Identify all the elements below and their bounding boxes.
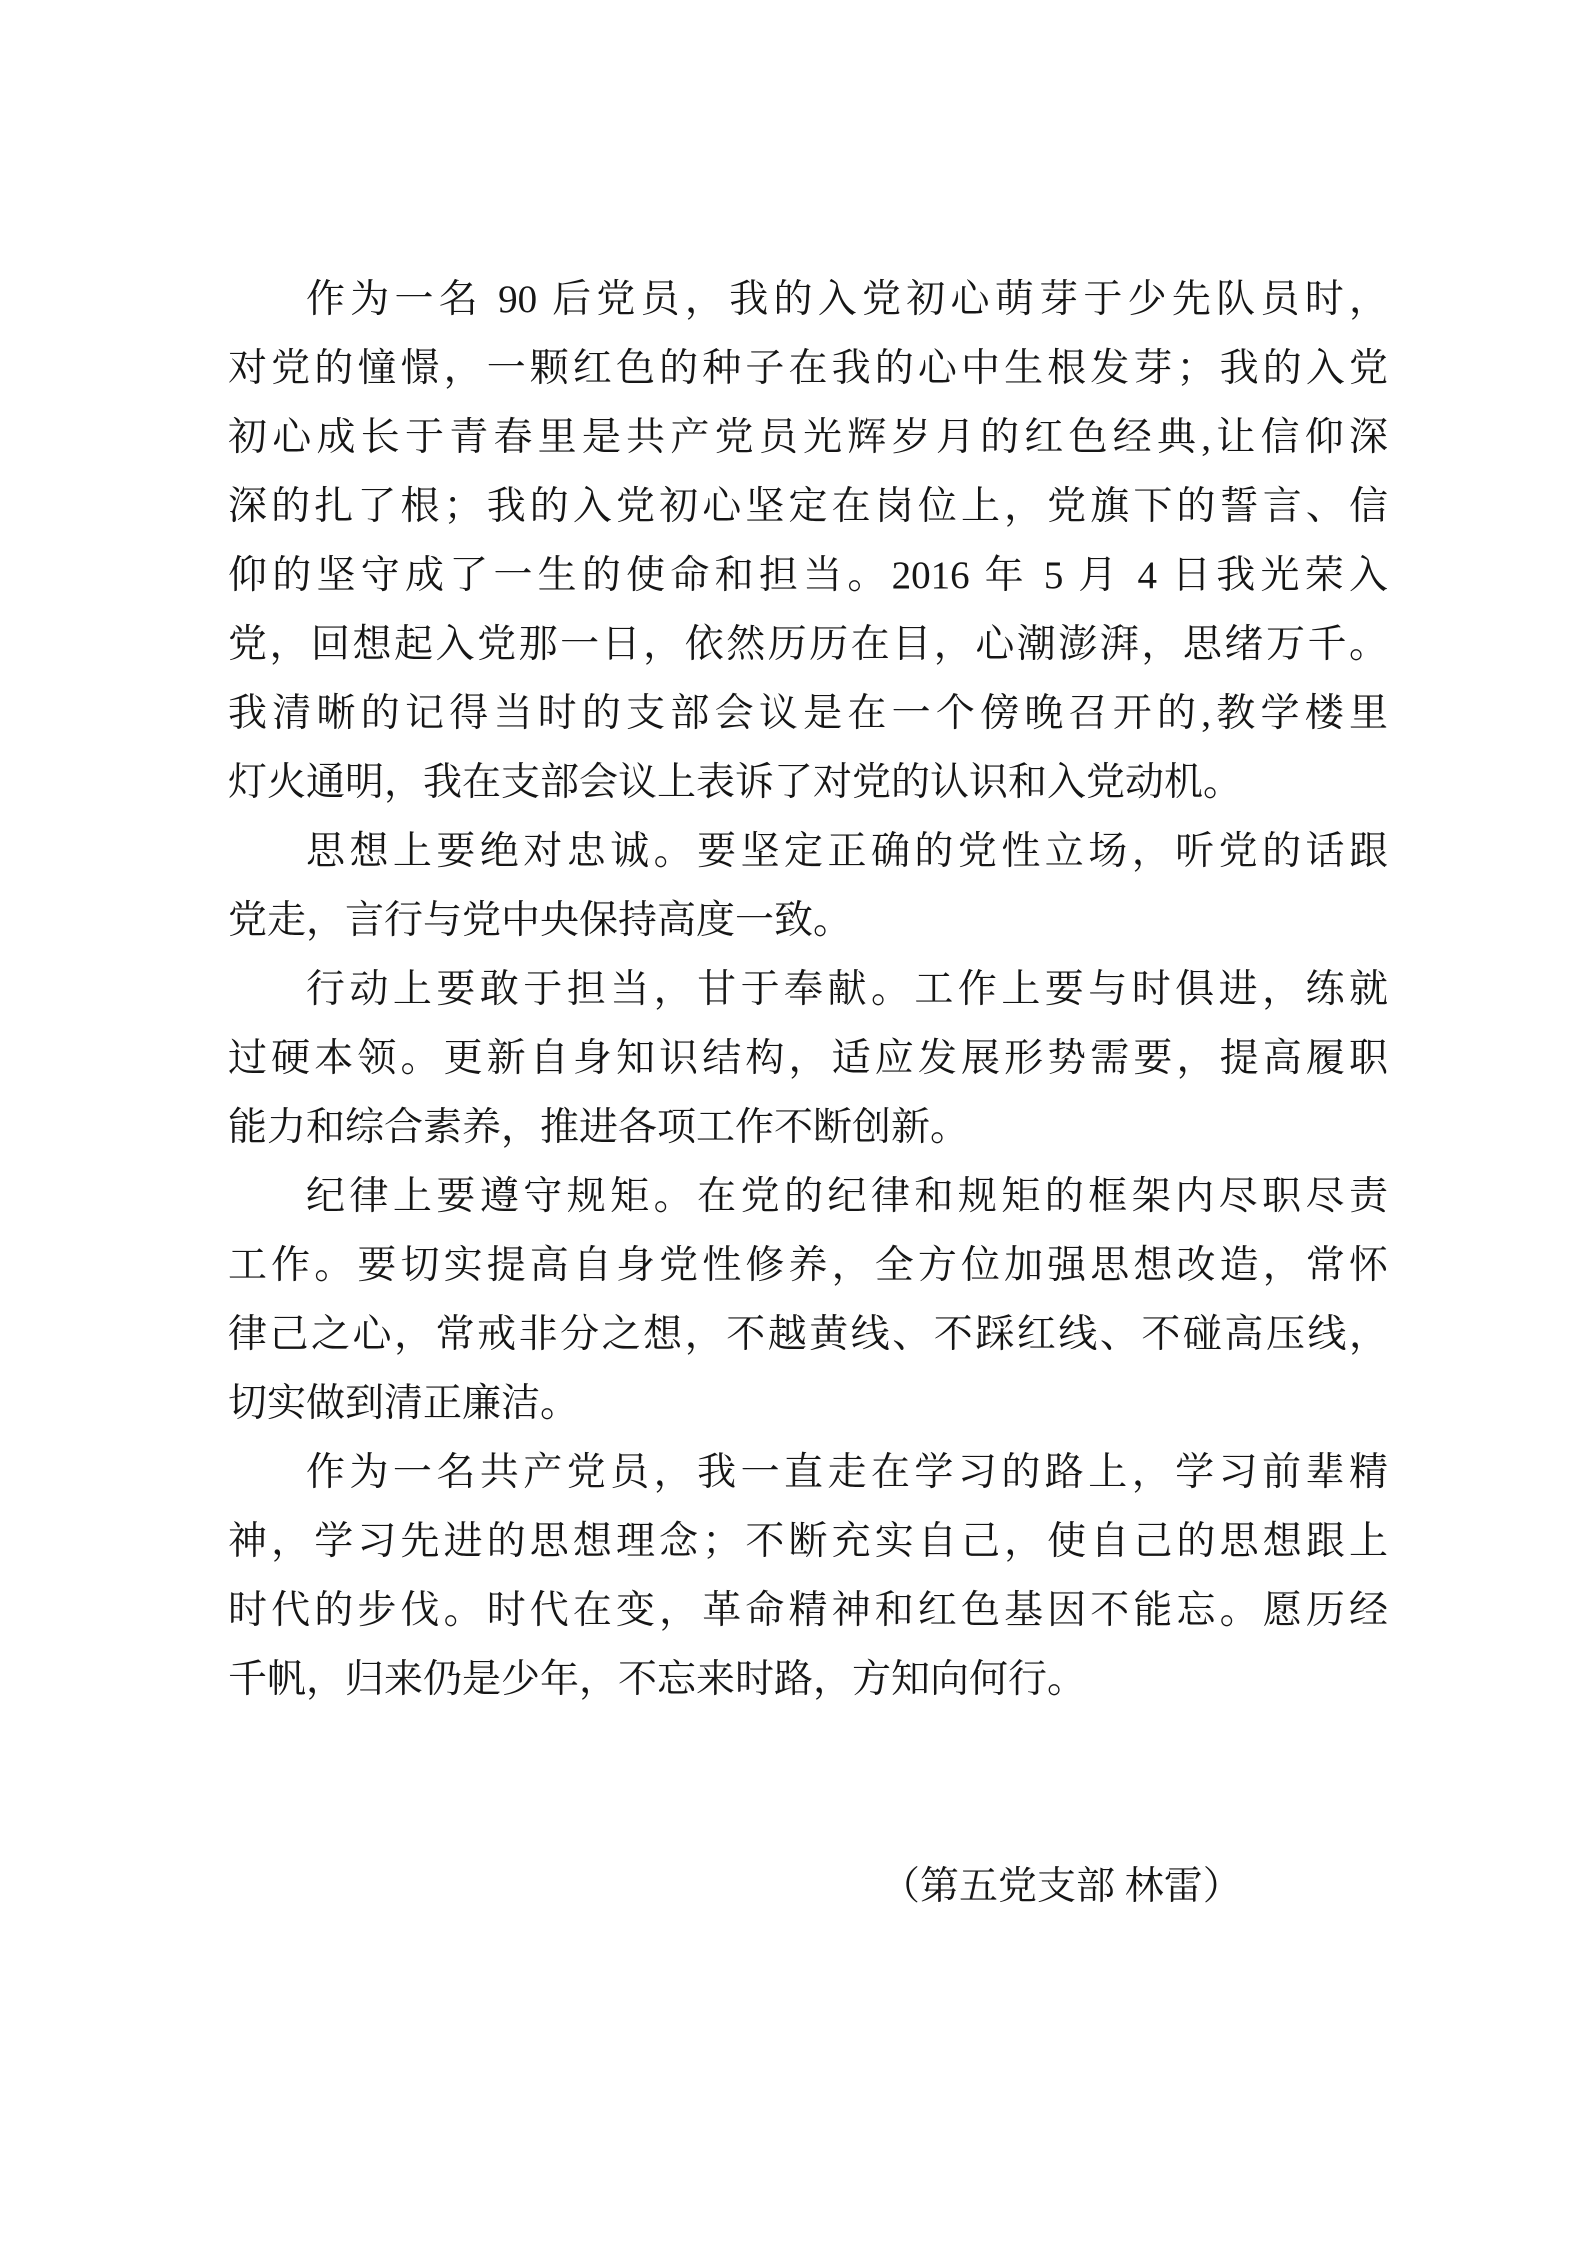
- text-line: 神，学习先进的思想理念；不断充实自己，使自己的思想跟上: [228, 1520, 1388, 1563]
- text-line: 仰的坚守成了一生的使命和担当。2016 年 5 月 4 日我光荣入: [228, 554, 1388, 597]
- text-line: 深的扎了根；我的入党初心坚定在岗位上，党旗下的誓言、信: [228, 485, 1388, 528]
- text-line: 党，回想起入党那一日，依然历历在目，心潮澎湃，思绪万千。: [228, 623, 1388, 666]
- text-line: 作为一名 90 后党员，我的入党初心萌芽于少先队员时，: [306, 278, 1388, 321]
- text-line: 行动上要敢于担当，甘于奉献。工作上要与时俱进，练就: [306, 968, 1388, 1011]
- blank-lines: [228, 1714, 1388, 1852]
- text-line: 对党的憧憬，一颗红色的种子在我的心中生根发芽；我的入党: [228, 347, 1388, 390]
- text-line: 律己之心，常戒非分之想，不越黄线、不踩红线、不碰高压线，: [228, 1313, 1388, 1356]
- paragraph-2: [228, 817, 1388, 955]
- text-line: 纪律上要遵守规矩。在党的纪律和规矩的框架内尽职尽责: [306, 1175, 1388, 1218]
- text-line: 千帆，归来仍是少年，不忘来时路，方知向何行。: [228, 1658, 1087, 1701]
- text-line: 能力和综合素养，推进各项工作不断创新。: [228, 1106, 970, 1149]
- paragraph-5: [228, 1438, 1388, 1714]
- paragraph-3: [228, 955, 1388, 1162]
- text-line: 切实做到清正廉洁。: [228, 1382, 580, 1425]
- document-body: [228, 265, 1388, 1921]
- text-line: 初心成长于青春里是共产党员光辉岁月的红色经典,让信仰深: [228, 416, 1388, 459]
- text-line: 作为一名共产党员，我一直走在学习的路上，学习前辈精: [306, 1451, 1388, 1494]
- text-line: 工作。要切实提高自身党性修养，全方位加强思想改造，常怀: [228, 1244, 1388, 1287]
- text-line: 我清晰的记得当时的支部会议是在一个傍晚召开的,教学楼里: [228, 692, 1388, 735]
- text-line: 时代的步伐。时代在变，革命精神和红色基因不能忘。愿历经: [228, 1589, 1388, 1632]
- text-line: 思想上要绝对忠诚。要坚定正确的党性立场，听党的话跟: [306, 830, 1388, 873]
- signature: （第五党支部 林雷）: [881, 1865, 1242, 1908]
- text-line: 灯火通明，我在支部会议上表诉了对党的认识和入党动机。: [228, 761, 1243, 804]
- paragraph-1: [228, 265, 1388, 817]
- text-line: 过硬本领。更新自身知识结构，适应发展形势需要，提高履职: [228, 1037, 1388, 1080]
- paragraph-4: [228, 1162, 1388, 1438]
- text-line: 党走，言行与党中央保持高度一致。: [228, 899, 853, 942]
